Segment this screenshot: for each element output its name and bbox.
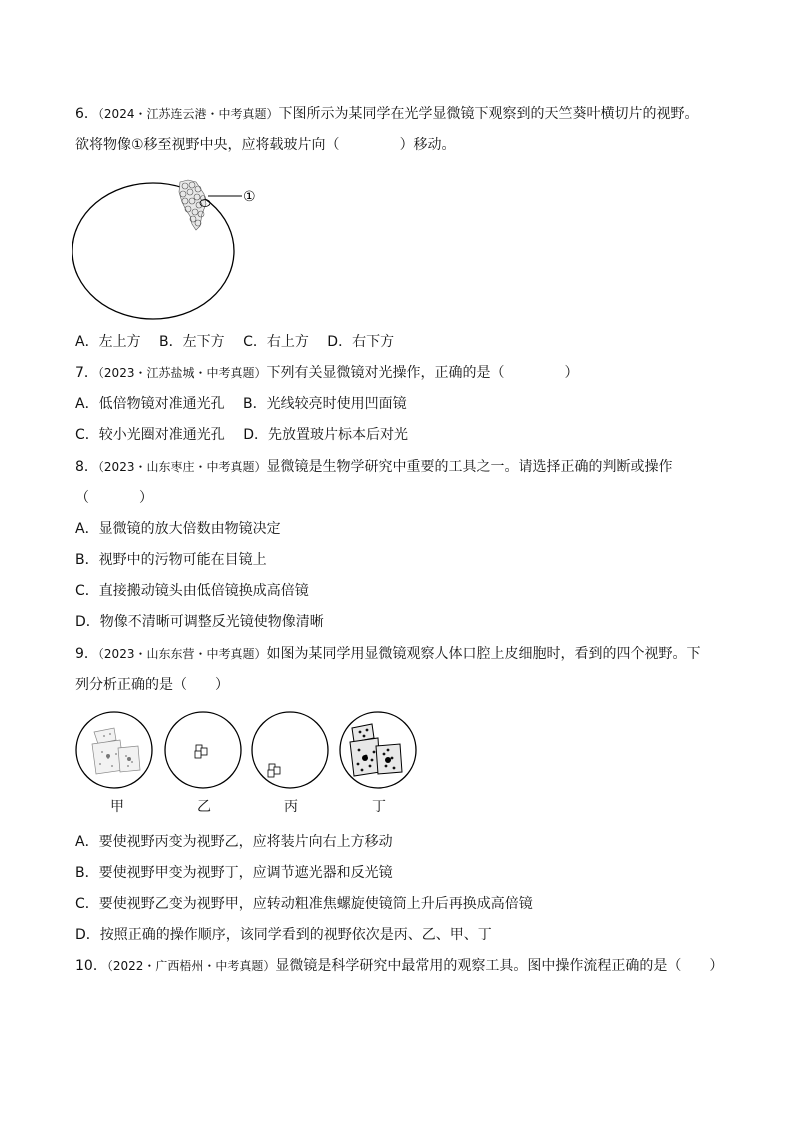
q8-answer-paren — [75, 489, 153, 507]
q10-stem — [75, 957, 723, 975]
object-label-1: ① — [243, 189, 256, 205]
view-ding — [340, 712, 416, 788]
view-jia — [76, 712, 152, 788]
q7-stem-text: 下列有关显微镜对光操作，正确的是（ — [266, 365, 505, 381]
label-ding: 丁 — [372, 799, 386, 815]
q8-option-d: D．物像不清晰可调整反光镜使物像清晰 — [75, 614, 324, 630]
q9-stem-line1 — [75, 645, 700, 663]
label-yi: 乙 — [197, 799, 211, 815]
q6-number: 6． — [75, 106, 98, 122]
four-views-figure — [74, 708, 424, 798]
q9-option-b: B．要使视野甲变为视野丁，应调节遮光器和反光镜 — [75, 865, 393, 881]
q10-stem-text: 显微镜是科学研究中最常用的观察工具。图中操作流程正确的是（ ） — [275, 958, 724, 974]
q8-option-a: A．显微镜的放大倍数由物镜决定 — [75, 521, 281, 537]
q7-paren-close: ） — [564, 365, 579, 381]
q7-number: 7． — [75, 365, 98, 381]
q8-number: 8． — [75, 459, 98, 475]
q7-options-row1: A．低倍物镜对准通光孔 B．光线较亮时使用凹面镜 — [75, 396, 407, 412]
q9-source: （2023・山东东营・中考真题） — [97, 647, 267, 661]
q8-paren-close: ） — [139, 490, 153, 506]
q6-stem-text2: 欲将物像①移至视野中央，应将载玻片向（ — [75, 137, 340, 153]
q7-stem — [75, 364, 578, 382]
q9-option-d: D．按照正确的操作顺序，该同学看到的视野依次是丙、乙、甲、丁 — [75, 927, 492, 943]
leaf-cells-cluster — [179, 180, 210, 230]
q7-source: （2023・江苏盐城・中考真题） — [97, 366, 267, 380]
q7-options-row2: C．较小光圈对准通光孔 D．先放置玻片标本后对光 — [75, 427, 409, 443]
q8-source: （2023・山东枣庄・中考真题） — [97, 460, 267, 474]
label-bing: 丙 — [284, 799, 298, 815]
q9-stem-text: 如图为某同学用显微镜观察人体口腔上皮细胞时，看到的四个视野。下 — [266, 646, 701, 662]
q9-option-c: C．要使视野乙变为视野甲，应转动粗准焦螺旋使镜筒上升后再换成高倍镜 — [75, 896, 533, 912]
q6-stem-line1 — [75, 105, 698, 123]
q6-stem-text: 下图所示为某同学在光学显微镜下观察到的天竺葵叶横切片的视野。 — [278, 106, 699, 122]
q10-number: 10． — [75, 958, 107, 974]
view-yi — [165, 712, 241, 788]
q6-stem-line2 — [75, 136, 456, 154]
q9-stem-line2: 列分析正确的是（ ） — [75, 677, 229, 693]
q6-source: （2024・江苏连云港・中考真题） — [97, 107, 279, 121]
q6-options: A．左上方 B．左下方 C．右上方 D．右下方 — [75, 334, 395, 350]
q8-option-c: C．直接搬动镜头由低倍镜换成高倍镜 — [75, 583, 309, 599]
label-jia: 甲 — [110, 799, 124, 815]
q9-number: 9． — [75, 646, 98, 662]
q8-paren-open: （ — [75, 490, 89, 506]
q6-stem-text3: ）移动。 — [399, 137, 456, 153]
view-bing — [252, 712, 328, 788]
q8-stem — [75, 458, 672, 476]
q9-option-a: A．要使视野丙变为视野乙，应将装片向右上方移动 — [75, 834, 393, 850]
q8-option-b: B．视野中的污物可能在目镜上 — [75, 552, 267, 568]
q8-stem-text: 显微镜是生物学研究中重要的工具之一。请选择正确的判断或操作 — [266, 459, 673, 475]
microscope-field-figure — [72, 170, 272, 320]
q10-source: （2022・广西梧州・中考真题） — [106, 959, 276, 973]
